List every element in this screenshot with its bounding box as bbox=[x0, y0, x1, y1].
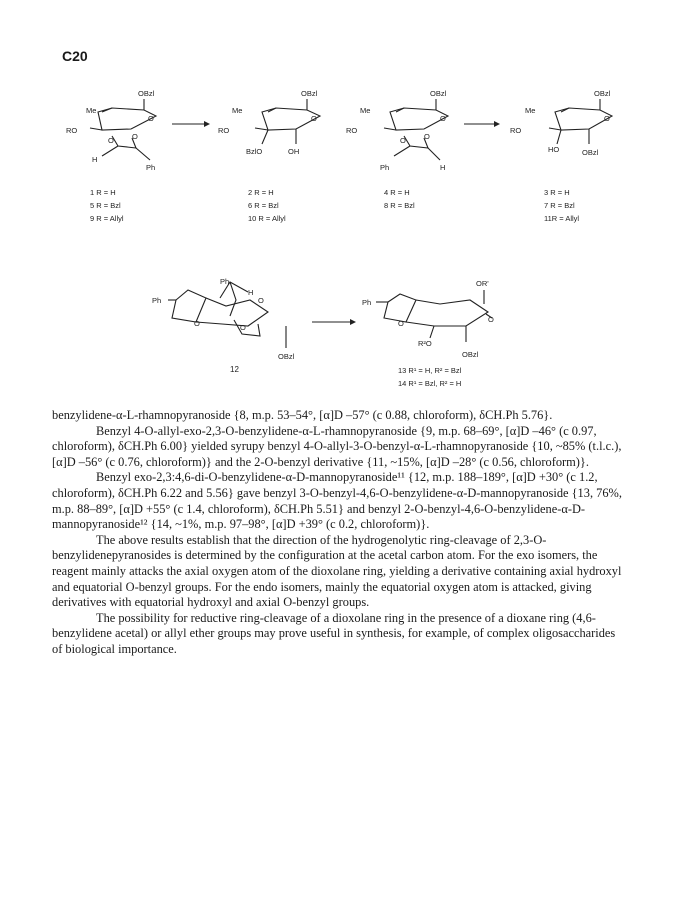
label-o-4b: O bbox=[424, 132, 430, 141]
paragraph-4: The above results establish that the direction of the hydrogenolytic ring-cleavage of 2,3-O-benzylidenepyranosides is determined by the configuration at the acetal carbon atom. For the exo isomers, the reagent mainly attacks the axial oxygen atom of the dioxolane ring, yielding a derivative containing axial hydroxyl and equatorial O-benzyl groups. For the endo isomers, mainly the equatorial oxygen atom is attacked, giving derivatives with equatorial hydroxyl and axial O-benzyl groups. bbox=[52, 532, 622, 610]
structure-13-14 bbox=[362, 279, 494, 388]
label-ph-12b: Ph bbox=[152, 296, 162, 305]
label-ro-4: RO bbox=[346, 126, 358, 135]
label-me-4: Me bbox=[360, 106, 371, 115]
label-ph-4: Ph bbox=[380, 163, 390, 172]
svg-text:1 R = H: 1 R = H bbox=[90, 188, 116, 197]
label-ph-12a: Ph bbox=[220, 277, 230, 286]
label-h: H bbox=[92, 155, 98, 164]
structure-4 bbox=[346, 89, 448, 172]
label-r2o: R²O bbox=[418, 339, 432, 348]
svg-text:8 R = Bzl: 8 R = Bzl bbox=[384, 201, 415, 210]
structure-1 bbox=[66, 89, 156, 172]
reaction-scheme bbox=[0, 0, 676, 400]
compound-14-label: 14 R¹ = Bzl, R² = H bbox=[398, 379, 462, 388]
label-ph-13: Ph bbox=[362, 298, 372, 307]
svg-text:11R = Allyl: 11R = Allyl bbox=[544, 214, 580, 223]
label-o-4a: O bbox=[400, 136, 406, 145]
label-ring-o-2: O bbox=[311, 114, 317, 123]
label-h-12: H bbox=[248, 288, 254, 297]
label-ring-o: O bbox=[148, 114, 154, 123]
label-ring-o-4: O bbox=[440, 114, 446, 123]
label-o-12a: O bbox=[258, 296, 264, 305]
label-ho: HO bbox=[548, 145, 560, 154]
label-ro-2: RO bbox=[218, 126, 230, 135]
svg-text:5 R = Bzl: 5 R = Bzl bbox=[90, 201, 121, 210]
label-ro-3: RO bbox=[510, 126, 522, 135]
svg-text:2 R = H: 2 R = H bbox=[248, 188, 274, 197]
label-orp: OR' bbox=[476, 279, 489, 288]
compound-labels-2 bbox=[248, 188, 286, 223]
paragraph-3: Benzyl exo-2,3:4,6-di-O-benzylidene-α-D-mannopyranoside¹¹ {12, m.p. 188–189°, [α]D +30° (c 1.2, chloroform), δCH.Ph 6.22 and 5.56} gave benzyl 3-O-benzyl-4,6-O-benzylidene-α-D-mannopyranoside {13, 76%, m.p. 88–89°, [α]D +55° (c 1.4, chloroform), δCH.Ph 5.51} and benzyl 2-O-benzyl-4,6-O-benzylidene-α-D-mannopyranoside¹² {14, ~1%, m.p. 97–98°, [α]D +39° (c 0.2, chloroform)}. bbox=[52, 470, 622, 532]
svg-text:10 R = Allyl: 10 R = Allyl bbox=[248, 214, 286, 223]
label-me-2: Me bbox=[232, 106, 243, 115]
label-obzl-13: OBzl bbox=[462, 350, 479, 359]
label-ph: Ph bbox=[146, 163, 156, 172]
label-o-13b: O bbox=[398, 319, 404, 328]
svg-text:9 R = Allyl: 9 R = Allyl bbox=[90, 214, 124, 223]
label-o-12b: O bbox=[194, 319, 200, 328]
label-obzl-12: OBzl bbox=[278, 352, 295, 361]
label-12: 12 bbox=[230, 365, 239, 374]
label-me-3: Me bbox=[525, 106, 536, 115]
label-o-b: O bbox=[132, 132, 138, 141]
structure-12 bbox=[152, 277, 295, 374]
paragraph-5: The possibility for reductive ring-cleavage of a dioxolane ring in the presence of a dioxane ring (4,6-benzylidene acetal) or allyl ether groups may prove useful in synthesis, for example, of complex oligosaccharides of biological importance. bbox=[52, 610, 616, 656]
svg-text:7 R = Bzl: 7 R = Bzl bbox=[544, 201, 575, 210]
label-h-4: H bbox=[440, 163, 446, 172]
label-obzl: OBzl bbox=[138, 89, 155, 98]
structure-3 bbox=[510, 89, 612, 157]
paragraph-2: Benzyl 4-O-allyl-exo-2,3-O-benzylidene-α-L-rhamnopyranoside {9, m.p. 68–69°, [α]D –46° (c 0.97, chloroform), δCH.Ph 6.00} yielded syrupy benzyl 4-O-allyl-3-O-benzyl-α-L-rhamnopyranoside {10, ~85% (t.l.c.), [α]D –56° (c 0.76, chloroform)} and the 2-O-benzyl derivative {11, ~15%, [α]D –28° (c 0.56, chloroform)}. bbox=[52, 423, 622, 469]
paragraph-1: benzylidene-α-L-rhamnopyranoside {8, m.p. 53–54°, [α]D –57° (c 0.88, chloroform), δCH.Ph 5.76}. bbox=[52, 408, 553, 422]
label-me: Me bbox=[86, 106, 97, 115]
label-o-a: O bbox=[108, 136, 114, 145]
article-body bbox=[52, 408, 622, 658]
label-obzl-3: OBzl bbox=[594, 89, 611, 98]
label-bzlo: BzlO bbox=[246, 147, 263, 156]
label-o-12c: O bbox=[240, 323, 246, 332]
compound-labels-4 bbox=[384, 188, 415, 210]
label-ring-o-3: O bbox=[604, 114, 610, 123]
label-obzl-3b: OBzl bbox=[582, 148, 599, 157]
label-ro: RO bbox=[66, 126, 78, 135]
svg-text:3 R = H: 3 R = H bbox=[544, 188, 570, 197]
compound-13-label: 13 R¹ = H, R² = Bzl bbox=[398, 366, 462, 375]
structure-2 bbox=[218, 89, 320, 156]
page-number: C20 bbox=[62, 48, 88, 64]
label-o-13a: O bbox=[488, 315, 494, 324]
label-obzl-2: OBzl bbox=[301, 89, 318, 98]
svg-text:6 R = Bzl: 6 R = Bzl bbox=[248, 201, 279, 210]
svg-text:4 R = H: 4 R = H bbox=[384, 188, 410, 197]
label-obzl-4: OBzl bbox=[430, 89, 447, 98]
compound-labels-3 bbox=[544, 188, 579, 223]
compound-labels-1 bbox=[90, 188, 124, 223]
label-oh: OH bbox=[288, 147, 300, 156]
